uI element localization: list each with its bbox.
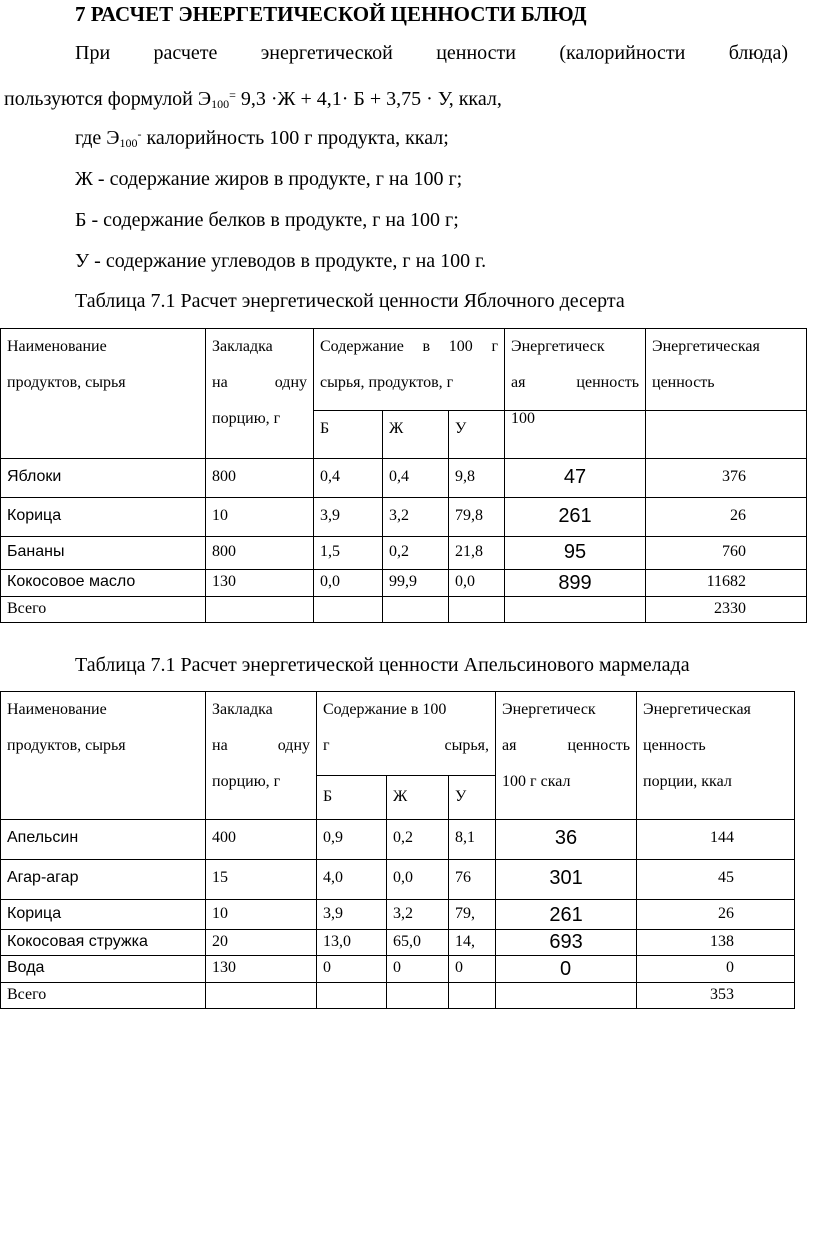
cell-empty bbox=[496, 983, 637, 1009]
intro-word: энергетической bbox=[260, 42, 393, 64]
cell-zh: 65,0 bbox=[387, 930, 449, 956]
cell-portion: 800 bbox=[206, 459, 314, 498]
cell-ep: 26 bbox=[646, 498, 807, 537]
cell-b: 3,9 bbox=[314, 498, 383, 537]
intro-word: (калорийности bbox=[559, 42, 686, 64]
table1-header-content: Содержание в 100 г сырья, продуктов, г bbox=[314, 329, 505, 411]
formula-sup: = bbox=[229, 88, 236, 102]
cell-zh: 0 bbox=[387, 956, 449, 983]
intro-word: При bbox=[75, 42, 111, 64]
cell-empty bbox=[387, 983, 449, 1009]
cell-b: 0 bbox=[317, 956, 387, 983]
intro-line-1 bbox=[75, 42, 788, 65]
table1-header-zh: Ж bbox=[383, 411, 449, 459]
cell-u: 9,8 bbox=[449, 459, 505, 498]
intro-word: блюда) bbox=[728, 42, 788, 64]
table2-header-name: Наименование продуктов, сырья bbox=[1, 692, 206, 820]
cell-name: Апельсин bbox=[1, 820, 206, 860]
cell-b: 0,4 bbox=[314, 459, 383, 498]
cell-ep: 144 bbox=[637, 820, 795, 860]
cell-e100: 301 bbox=[496, 860, 637, 900]
table1-caption: Таблица 7.1 Расчет энергетической ценности Яблочного десерта bbox=[75, 290, 625, 312]
cell-b: 4,0 bbox=[317, 860, 387, 900]
table2-caption: Таблица 7.1 Расчет энергетической ценности Апельсинового мармелада bbox=[75, 654, 690, 676]
cell-e100: 261 bbox=[505, 498, 646, 537]
cell-name: Кокосовая стружка bbox=[1, 930, 206, 956]
formula-sub: 100 bbox=[211, 97, 230, 111]
cell-name: Вода bbox=[1, 956, 206, 983]
table1-header-b: Б bbox=[314, 411, 383, 459]
cell-e100: 0 bbox=[496, 956, 637, 983]
table1 bbox=[0, 328, 807, 623]
table-row bbox=[1, 820, 795, 860]
cell-e100: 47 bbox=[505, 459, 646, 498]
cell-u: 8,1 bbox=[449, 820, 496, 860]
table-total-row bbox=[1, 983, 795, 1009]
cell-zh: 3,2 bbox=[383, 498, 449, 537]
cell-e100: 95 bbox=[505, 537, 646, 570]
cell-portion: 400 bbox=[206, 820, 317, 860]
table2-header-b: Б bbox=[317, 776, 387, 820]
cell-portion: 800 bbox=[206, 537, 314, 570]
definition-prefix: где Э bbox=[75, 127, 120, 149]
cell-name: Корица bbox=[1, 900, 206, 930]
cell-u: 21,8 bbox=[449, 537, 505, 570]
definition-sup: - bbox=[137, 127, 142, 141]
table-row bbox=[1, 956, 795, 983]
cell-u: 0,0 bbox=[449, 570, 505, 597]
table1-header-energy100: Энергетическ ая ценность 100 bbox=[505, 329, 646, 411]
table2-header-energy100: Энергетическ ая ценность 100 г скал bbox=[496, 692, 637, 820]
cell-portion: 130 bbox=[206, 956, 317, 983]
definition-rest: калорийность 100 г продукта, ккал; bbox=[141, 127, 449, 149]
cell-total-value: 353 bbox=[637, 983, 795, 1009]
definition-fat: Ж - содержание жиров в продукте, г на 100 г; bbox=[75, 168, 463, 190]
definition-sub: 100 bbox=[119, 136, 138, 150]
formula-line bbox=[4, 88, 502, 112]
cell-u: 79, bbox=[449, 900, 496, 930]
cell-zh: 0,2 bbox=[383, 537, 449, 570]
table1-header-energy-portion: Энергетическая ценность bbox=[646, 329, 807, 411]
table2-header-u: У bbox=[449, 776, 496, 820]
cell-u: 0 bbox=[449, 956, 496, 983]
cell-ep: 11682 bbox=[646, 570, 807, 597]
cell-zh: 0,0 bbox=[387, 860, 449, 900]
cell-empty bbox=[314, 597, 383, 623]
cell-ep: 0 bbox=[637, 956, 795, 983]
definition-e100 bbox=[75, 127, 449, 151]
cell-ep: 138 bbox=[637, 930, 795, 956]
table2-header-content: Содержание в 100 г сырья, bbox=[317, 692, 496, 776]
table1-header-name: Наименование продуктов, сырья bbox=[1, 329, 206, 459]
cell-name: Яблоки bbox=[1, 459, 206, 498]
cell-portion: 130 bbox=[206, 570, 314, 597]
table1-header-energy-portion-blank bbox=[646, 411, 807, 459]
cell-e100: 899 bbox=[505, 570, 646, 597]
cell-portion: 20 bbox=[206, 930, 317, 956]
cell-portion: 10 bbox=[206, 498, 314, 537]
cell-b: 0,0 bbox=[314, 570, 383, 597]
cell-total-label: Всего bbox=[1, 597, 206, 623]
cell-empty bbox=[206, 983, 317, 1009]
cell-zh: 3,2 bbox=[387, 900, 449, 930]
table2-header-energy-portion: Энергетическая ценность порции, ккал bbox=[637, 692, 795, 820]
cell-name: Агар-агар bbox=[1, 860, 206, 900]
cell-total-value: 2330 bbox=[646, 597, 807, 623]
cell-u: 76 bbox=[449, 860, 496, 900]
cell-b: 13,0 bbox=[317, 930, 387, 956]
cell-empty bbox=[449, 983, 496, 1009]
table2-header-portion: Закладка на одну порцию, г bbox=[206, 692, 317, 820]
cell-b: 3,9 bbox=[317, 900, 387, 930]
cell-empty bbox=[317, 983, 387, 1009]
table1-header-portion: Закладка на одну порцию, г bbox=[206, 329, 314, 459]
table-row bbox=[1, 930, 795, 956]
definition-carbs: У - содержание углеводов в продукте, г на 100 г. bbox=[75, 250, 487, 272]
cell-name: Бананы bbox=[1, 537, 206, 570]
formula-prefix: пользуются формулой Э bbox=[4, 88, 212, 110]
cell-name: Корица bbox=[1, 498, 206, 537]
definition-protein: Б - содержание белков в продукте, г на 100 г; bbox=[75, 209, 459, 231]
cell-ep: 26 bbox=[637, 900, 795, 930]
table-row bbox=[1, 459, 807, 498]
cell-empty bbox=[505, 597, 646, 623]
cell-portion: 15 bbox=[206, 860, 317, 900]
cell-total-label: Всего bbox=[1, 983, 206, 1009]
cell-portion: 10 bbox=[206, 900, 317, 930]
cell-e100: 36 bbox=[496, 820, 637, 860]
formula-rest: 9,3 ·Ж + 4,1· Б + 3,75 · У, ккал, bbox=[235, 88, 502, 110]
table-row bbox=[1, 498, 807, 537]
section-heading: 7 РАСЧЕТ ЭНЕРГЕТИЧЕСКОЙ ЦЕННОСТИ БЛЮД bbox=[75, 2, 587, 26]
cell-b: 1,5 bbox=[314, 537, 383, 570]
cell-empty bbox=[206, 597, 314, 623]
table-total-row bbox=[1, 597, 807, 623]
cell-b: 0,9 bbox=[317, 820, 387, 860]
cell-ep: 760 bbox=[646, 537, 807, 570]
table1-header-u: У bbox=[449, 411, 505, 459]
table-row bbox=[1, 537, 807, 570]
cell-name: Кокосовое масло bbox=[1, 570, 206, 597]
table-row bbox=[1, 860, 795, 900]
cell-ep: 376 bbox=[646, 459, 807, 498]
cell-zh: 99,9 bbox=[383, 570, 449, 597]
cell-zh: 0,2 bbox=[387, 820, 449, 860]
intro-word: ценности bbox=[436, 42, 516, 64]
intro-word: расчете bbox=[153, 42, 218, 64]
cell-ep: 45 bbox=[637, 860, 795, 900]
cell-e100: 261 bbox=[496, 900, 637, 930]
cell-u: 79,8 bbox=[449, 498, 505, 537]
table-row bbox=[1, 900, 795, 930]
cell-empty bbox=[449, 597, 505, 623]
cell-empty bbox=[383, 597, 449, 623]
cell-zh: 0,4 bbox=[383, 459, 449, 498]
table2-header-zh: Ж bbox=[387, 776, 449, 820]
cell-u: 14, bbox=[449, 930, 496, 956]
cell-e100: 693 bbox=[496, 930, 637, 956]
table2 bbox=[0, 691, 795, 1009]
table-row bbox=[1, 570, 807, 597]
